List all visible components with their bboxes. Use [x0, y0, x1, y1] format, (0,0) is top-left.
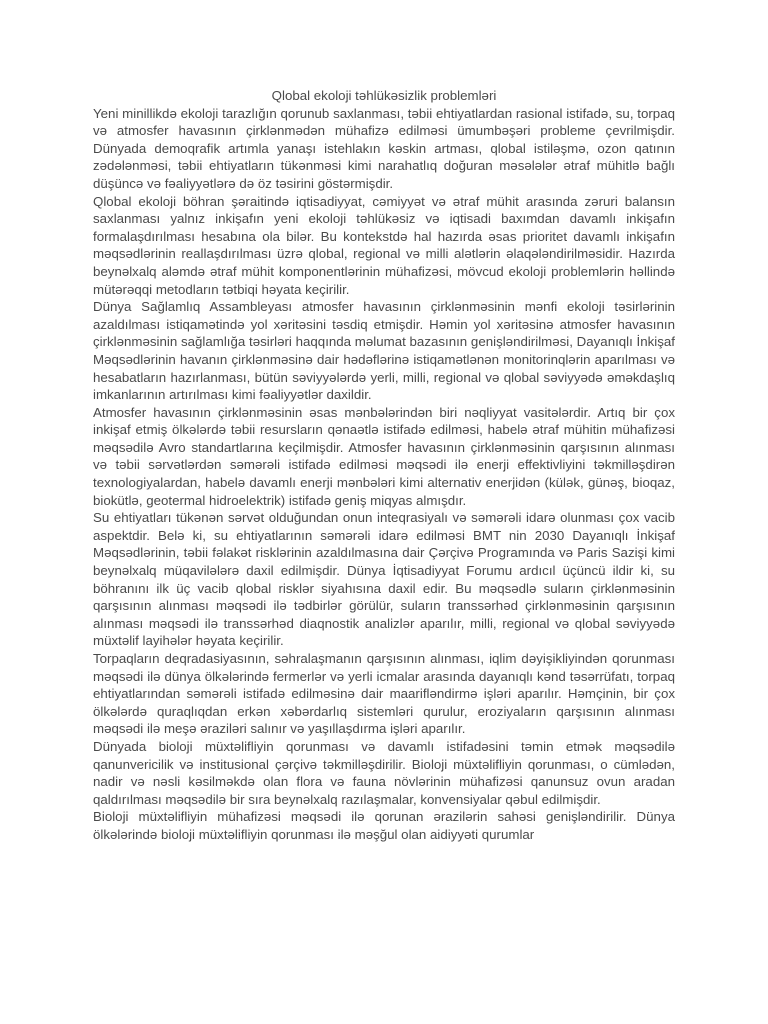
paragraph-ecological-balance: Yeni minillikdə ekoloji tarazlığın qorunub saxlanması, təbii ehtiyatlardan rasional istifadə, su, torpaq və atmosfer havasının çirklənmədən mühafizə edilməsi ümumbəşəri probleme çevrilmişdir. Dünyada demoqrafik artımla yanaşı istehlakın kəskin artması, qlobal istiləşmə, ozon qatının zədələnməsi, təbii ehtiyatların tükənməsi kimi narahatlıq doğuran məsələlər ətraf mühitlə bağlı düşüncə və fəaliyyətlərə də öz təsirini göstərmişdir.: [93, 105, 675, 191]
document-body: [93, 87, 675, 844]
paragraph-land-degradation: Torpaqların deqradasiyasının, səhralaşmanın qarşısının alınması, iqlim dəyişikliyindən qorunması məqsədi ilə dünya ölkələrində fermerlər və yerli icmalar arasında dayanıqlı kənd təsərrüfatı, torpaq ehtiyatlarından səmərəli istifadə edilməsinə dair maarifləndirmə işləri aparılır. Həmçinin, bir çox ölkələrdə quraqlıqdan erkən xəbərdarlıq sistemləri qurulur, eroziyaların qarşısının alınması məqsədi ilə meşə əraziləri salınır və yaşıllaşdırma işləri aparılır.: [93, 651, 675, 737]
document-title: Qlobal ekoloji təhlükəsizlik problemləri: [271, 88, 497, 103]
paragraph-protected-areas: Bioloji müxtəlifliyin mühafizəsi məqsədi ilə qorunan ərazilərin sahəsi genişləndirilir. Dünya ölkələrində bioloji müxtəlifliyin qorunması ilə məşğul olan aidiyyəti qurumlar: [93, 809, 675, 842]
paragraph-global-crisis: Qlobal ekoloji böhran şəraitində iqtisadiyyat, cəmiyyət və ətraf mühit arasında zəruri balansın saxlanması yalnız inkişafın yeni ekoloji təhlükəsiz və iqtisadi baxımdan davamlı inkişafın formalaşdırılması hesabına ola bilər. Bu kontekstdə hal hazırda əsas prioritet davamlı inkişafın məqsədlərinin reallaşdırılması üzrə qlobal, regional və milli alətlərin əlaqələndirilməsidir. Hazırda beynəlxalq aləmdə ətraf mühit komponentlərinin mühafizəsi, mövcud ekoloji problemlərin həllində mütərəqqi metodların tətbiqi həyata keçirilir.: [93, 193, 675, 297]
paragraph-health-assembly: Dünya Sağlamlıq Assambleyası atmosfer havasının çirklənməsinin mənfi ekoloji təsirlərinin azaldılması istiqamətində yol xəritəsini təsdiq etmişdir. Həmin yol xəritəsinə atmosfer havasının çirklənməsinin sağlamlığa təsirləri haqqında məlumat bazasının genişləndirilməsi, Dayanıqlı İnkişaf Məqsədlərinin havanın çirklənməsinə dair hədəflərinə istiqamətlənən monitorinqlərin aparılması və hesabatların hazırlanması, bütün səviyyələrdə yerli, milli, regional və qlobal səviyyədə əməkdaşlıq imkanlarının artırılması kimi fəaliyyətlər daxildir.: [93, 299, 675, 403]
paragraph-water-resources: Su ehtiyatları tükənən sərvət olduğundan onun inteqrasiyalı və səmərəli idarə olunması çox vacib aspektdir. Belə ki, su ehtiyatlarının səmərəli idarə edilməsi BMT nin 2030 Dayanıqlı İnkişaf Məqsədlərinin, təbii fəlakət risklərinin azaldılmasına dair Çərçivə Programında və Paris Sazişi kimi beynəlxalq müqavilələrə daxil edilmişdir. Dünya İqtisadiyyat Forumu ardıcıl üçüncü ildir ki, su böhranını ilk üç vacib qlobal risklər siyahısına daxil edir. Bu məqsədlə suların çirklənməsinin qarşısının alınması məqsədi ilə tədbirlər görülür, suların transsərhəd çirklənməsinin qarşısının alınması məqsədi ilə transsərhəd diaqnostik analizlər aparılır, milli, regional və qlobal səviyyədə müxtəlif layihələr həyata keçirilir.: [93, 510, 675, 649]
paragraph-transport-pollution: Atmosfer havasının çirklənməsinin əsas mənbələrindən biri nəqliyyat vasitələrdir. Artıq bir çox inkişaf etmiş ölkələrdə təbii resursların qənaətlə istifadə edilməsi, habelə ətraf mühitin mühafizəsi məqsədilə Avro standartlarına keçilmişdir. Atmosfer havasının çirklənməsinin qarşısının alınması və təbii sərvətlərdən səmərəli istifadə edilməsi məqsədi ilə enerji effektivliyini təkmilləşdirən texnologiyalardan, habelə davamlı enerji mənbələri kimi alternativ enerjidən (külək, günəş, bioqaz, biokütlə, geotermal hidroelektrik) istifadə geniş miqyas almışdır.: [93, 404, 675, 508]
paragraph-biodiversity: Dünyada bioloji müxtəlifliyin qorunması və davamlı istifadəsini təmin etmək məqsədilə qanunvericilik və institusional çərçivə təkmilləşdirilir. Bioloji müxtəlifliyin qorunması, o cümlədən, nadir və nəsli kəsilməkdə olan flora və fauna növlərinin mühafizəsi qanunsuz ovun aradan qaldırılması məqsədilə bir sıra beynəlxalq razılaşmalar, konvensiyalar qəbul edilmişdir.: [93, 738, 675, 807]
